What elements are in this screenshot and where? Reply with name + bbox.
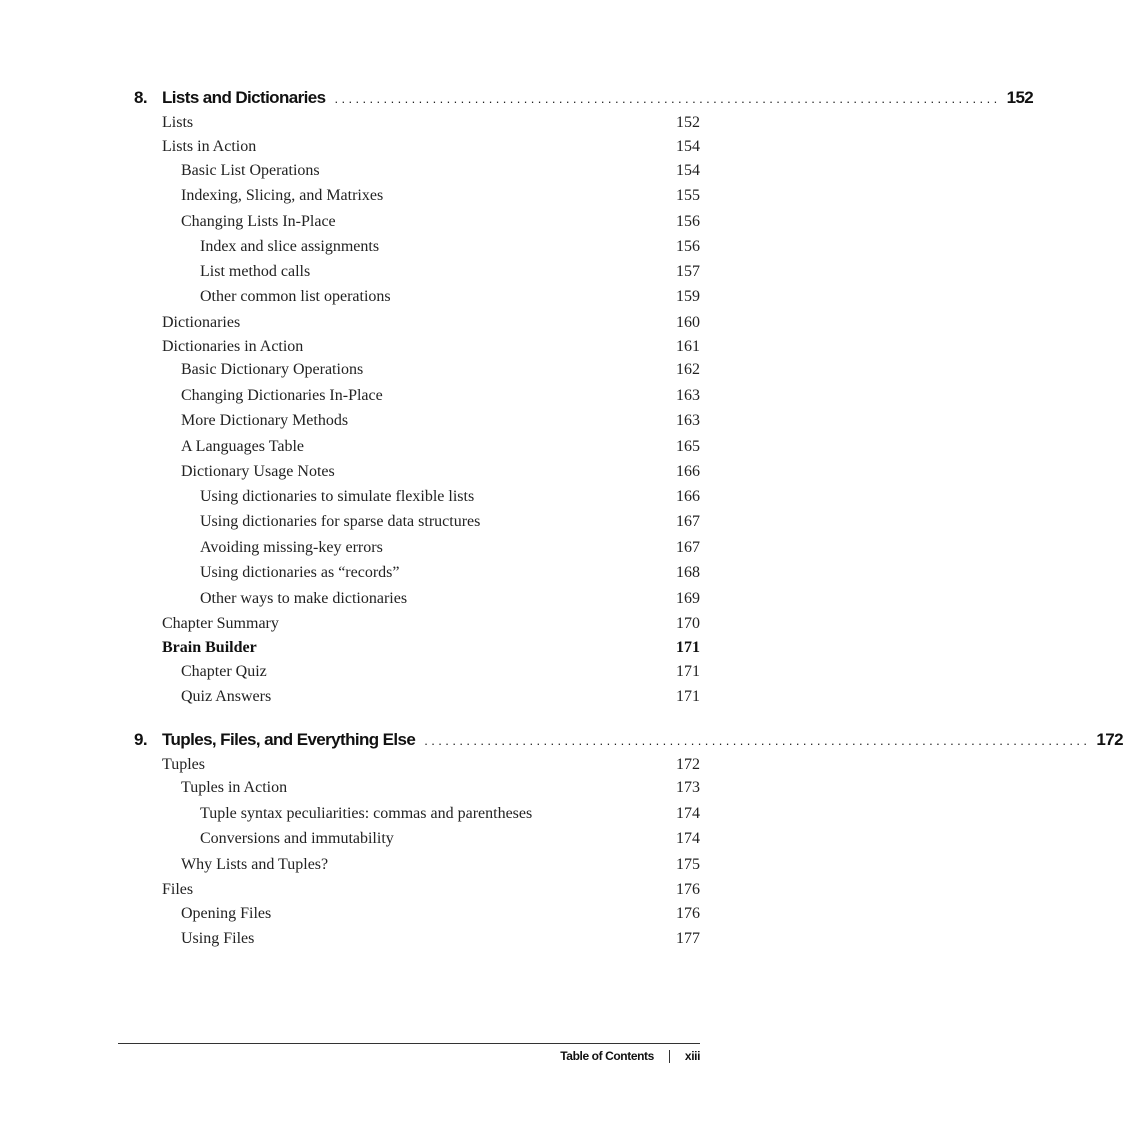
toc-entry-basic-dictionary-operations[interactable] — [181, 360, 700, 380]
toc-entry-quiz-answers[interactable] — [181, 687, 700, 707]
toc-entry-page: 171 — [676, 639, 700, 656]
chapter-number: 8. — [134, 88, 147, 107]
chapter-number: 9. — [134, 730, 147, 749]
toc-entry-title: Other ways to make dictionaries — [200, 590, 408, 607]
toc-entry-page: 160 — [676, 314, 700, 331]
toc-entry-lists[interactable] — [162, 113, 700, 133]
toc-entry-page: 177 — [676, 930, 700, 947]
toc-entry-title: Tuple syntax peculiarities: commas and parentheses — [200, 805, 533, 822]
toc-entry-dictionary-usage-notes[interactable] — [181, 462, 700, 482]
chapter-title: Tuples, Files, and Everything Else — [162, 730, 416, 749]
toc-entry-page: 159 — [676, 288, 700, 305]
footer-section-title: Table of Contents — [560, 1049, 654, 1063]
toc-entry-page: 156 — [676, 213, 700, 230]
toc-entry-page: 169 — [676, 590, 700, 607]
toc-entry-title: Dictionaries — [162, 314, 241, 331]
toc-entry-lists-in-action[interactable] — [162, 137, 700, 157]
toc-entry-page: 166 — [676, 488, 700, 505]
toc-entry-sparse-data-structures[interactable] — [200, 512, 700, 532]
toc-entry-indexing-slicing-matrixes[interactable] — [181, 186, 700, 206]
toc-entry-changing-dictionaries-in-place[interactable] — [181, 386, 700, 406]
toc-entry-index-slice-assignments[interactable] — [200, 237, 700, 257]
toc-entry-using-files[interactable] — [181, 929, 700, 949]
toc-entry-title: List method calls — [200, 263, 311, 280]
toc-entry-more-dictionary-methods[interactable] — [181, 411, 700, 431]
toc-entry-title: More Dictionary Methods — [181, 412, 349, 429]
toc-entry-avoiding-missing-key-errors[interactable] — [200, 538, 700, 558]
toc-entry-list-method-calls[interactable] — [200, 262, 700, 282]
toc-entry-title: A Languages Table — [181, 438, 304, 455]
toc-entry-page: 171 — [676, 688, 700, 705]
toc-entry-title: Chapter Quiz — [181, 663, 267, 680]
toc-entry-page: 168 — [676, 564, 700, 581]
chapter-page-number: 172 — [1096, 730, 1123, 749]
toc-entry-page: 176 — [676, 905, 700, 922]
toc-entry-title: Dictionary Usage Notes — [181, 463, 335, 480]
toc-entry-title: Using dictionaries as “records” — [200, 564, 400, 581]
toc-entry-conversions-immutability[interactable] — [200, 829, 700, 849]
chapter-heading[interactable] — [134, 730, 1123, 752]
toc-entry-title: Using dictionaries for sparse data structures — [200, 513, 481, 530]
toc-entry-dictionaries[interactable] — [162, 313, 700, 333]
toc-entry-title: Tuples — [162, 756, 205, 773]
toc-entry-title: Dictionaries in Action — [162, 338, 304, 355]
chapter-title: Lists and Dictionaries — [162, 88, 326, 107]
page-footer — [560, 1048, 700, 1064]
toc-entry-chapter-quiz[interactable] — [181, 662, 700, 682]
toc-entry-files[interactable] — [162, 880, 700, 900]
toc-entry-title: Lists in Action — [162, 138, 257, 155]
toc-entry-title: Index and slice assignments — [200, 238, 380, 255]
toc-entry-title: Brain Builder — [162, 639, 257, 656]
toc-entry-changing-lists-in-place[interactable] — [181, 212, 700, 232]
toc-entry-tuples[interactable] — [162, 755, 700, 775]
toc-entry-page: 162 — [676, 361, 700, 378]
toc-entry-page: 161 — [676, 338, 700, 355]
toc-entry-title: Tuples in Action — [181, 779, 288, 796]
toc-entry-title: Files — [162, 881, 194, 898]
toc-entry-why-lists-and-tuples[interactable] — [181, 855, 700, 875]
toc-entry-other-ways-make-dictionaries[interactable] — [200, 589, 700, 609]
toc-entry-title: Changing Dictionaries In-Place — [181, 387, 383, 404]
toc-entry-page: 170 — [676, 615, 700, 632]
toc-entry-page: 163 — [676, 387, 700, 404]
toc-entry-page: 176 — [676, 881, 700, 898]
toc-entry-page: 167 — [676, 539, 700, 556]
toc-entry-dictionaries-in-action[interactable] — [162, 337, 700, 357]
footer-rule — [118, 1043, 700, 1044]
toc-entry-page: 174 — [676, 805, 700, 822]
toc-entry-page: 154 — [676, 138, 700, 155]
chapter-page-number: 152 — [1006, 88, 1034, 107]
footer-divider — [669, 1050, 670, 1063]
toc-entry-page: 175 — [676, 856, 700, 873]
footer-page-number: xiii — [684, 1049, 700, 1063]
toc-entry-title: Lists — [162, 114, 194, 131]
toc-entry-opening-files[interactable] — [181, 904, 700, 924]
toc-entry-title: Changing Lists In-Place — [181, 213, 336, 230]
toc-entry-tuple-syntax-peculiarities[interactable] — [200, 804, 700, 824]
toc-entry-title: Using Files — [181, 930, 255, 947]
toc-entry-page: 174 — [676, 830, 700, 847]
toc-entry-title: Other common list operations — [200, 288, 391, 305]
toc-entry-page: 166 — [676, 463, 700, 480]
toc-entry-title: Basic List Operations — [181, 162, 320, 179]
toc-entry-page: 152 — [676, 114, 700, 131]
toc-entry-title: Conversions and immutability — [200, 830, 394, 847]
toc-entry-page: 172 — [676, 756, 700, 773]
toc-entry-title: Avoiding missing-key errors — [200, 539, 383, 556]
toc-entry-title: Why Lists and Tuples? — [181, 856, 329, 873]
toc-entry-brain-builder[interactable] — [162, 638, 700, 658]
toc-entry-page: 156 — [676, 238, 700, 255]
toc-entry-title: Quiz Answers — [181, 688, 272, 705]
toc-entry-page: 157 — [676, 263, 700, 280]
toc-entry-languages-table[interactable] — [181, 437, 700, 457]
toc-entry-page: 155 — [676, 187, 700, 204]
toc-entry-page: 167 — [676, 513, 700, 530]
toc-entry-page: 165 — [676, 438, 700, 455]
dot-leader: ............................................................................................... — [334, 91, 1001, 106]
toc-entry-page: 163 — [676, 412, 700, 429]
toc-entry-dictionaries-as-records[interactable] — [200, 563, 700, 583]
toc-entry-chapter-summary[interactable] — [162, 614, 700, 634]
toc-entry-tuples-in-action[interactable] — [181, 778, 700, 798]
toc-entry-page: 171 — [676, 663, 700, 680]
toc-entry-title: Indexing, Slicing, and Matrixes — [181, 187, 384, 204]
toc-entry-title: Opening Files — [181, 905, 272, 922]
toc-entry-title: Basic Dictionary Operations — [181, 361, 364, 378]
toc-entry-title: Using dictionaries to simulate flexible lists — [200, 488, 475, 505]
toc-entry-page: 154 — [676, 162, 700, 179]
chapter-heading[interactable] — [134, 88, 1034, 110]
toc-entry-page: 173 — [676, 779, 700, 796]
dot-leader: ............................................................................................... — [424, 733, 1091, 748]
toc-entry-simulate-flexible-lists[interactable] — [200, 487, 700, 507]
toc-entry-basic-list-operations[interactable] — [181, 161, 700, 181]
toc-entry-title: Chapter Summary — [162, 615, 279, 632]
toc-entry-other-common-list-operations[interactable] — [200, 287, 700, 307]
